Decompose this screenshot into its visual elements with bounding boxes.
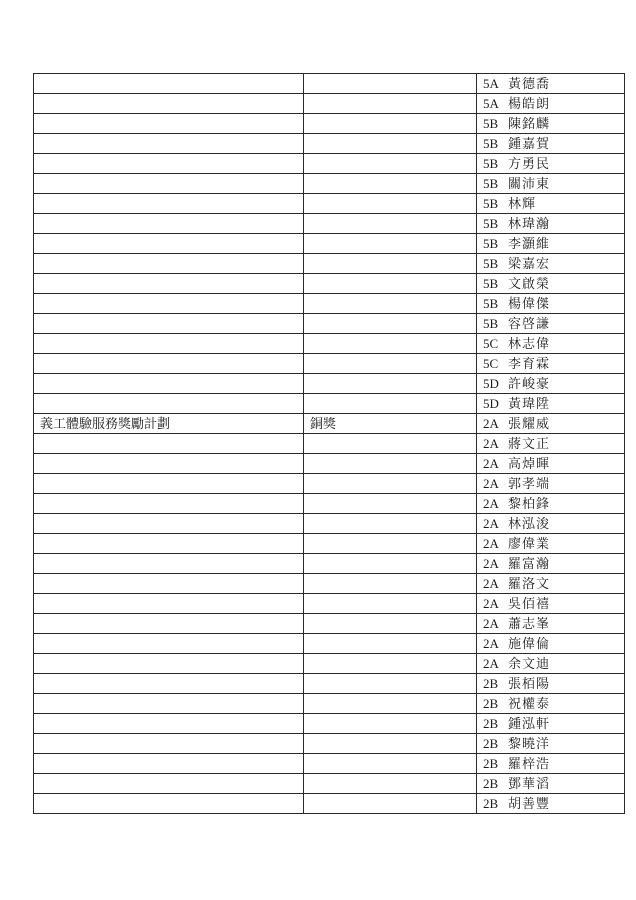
student-class-code: 2B xyxy=(483,716,499,731)
activity-cell: 義工體驗服務獎勵計劃 xyxy=(34,414,304,434)
student-cell xyxy=(477,294,625,314)
student-name: 高焯暉 xyxy=(508,456,551,471)
student-cell xyxy=(477,654,625,674)
award-cell xyxy=(304,554,477,574)
student-name: 余文迪 xyxy=(508,656,551,671)
award-cell xyxy=(304,454,477,474)
student-class-code: 2A xyxy=(483,536,499,551)
table-row xyxy=(34,194,625,214)
award-cell xyxy=(304,214,477,234)
student-cell xyxy=(477,334,625,354)
table-row xyxy=(34,634,625,654)
activity-cell xyxy=(34,794,304,814)
activity-cell xyxy=(34,454,304,474)
student-name: 黎曉洋 xyxy=(508,736,551,751)
student-cell xyxy=(477,354,625,374)
student-class-code: 5B xyxy=(483,296,499,311)
student-cell xyxy=(477,74,625,94)
student-class-code: 2A xyxy=(483,576,499,591)
student-cell xyxy=(477,494,625,514)
award-cell xyxy=(304,234,477,254)
activity-cell xyxy=(34,274,304,294)
student-name: 施偉倫 xyxy=(508,636,551,651)
activity-cell xyxy=(34,574,304,594)
student-class-code: 2B xyxy=(483,776,499,791)
student-name: 黃瑋陞 xyxy=(508,396,551,411)
table-row xyxy=(34,734,625,754)
table-row xyxy=(34,594,625,614)
table-row xyxy=(34,494,625,514)
award-cell xyxy=(304,754,477,774)
student-name: 楊皓朗 xyxy=(508,96,551,111)
award-cell xyxy=(304,374,477,394)
student-class-code: 5B xyxy=(483,276,499,291)
student-cell xyxy=(477,734,625,754)
student-class-code: 2A xyxy=(483,656,499,671)
student-name: 林瑋瀚 xyxy=(508,216,551,231)
table-row xyxy=(34,74,625,94)
award-cell xyxy=(304,334,477,354)
student-cell xyxy=(477,594,625,614)
awards-table-body xyxy=(34,74,625,814)
table-row xyxy=(34,334,625,354)
student-cell xyxy=(477,214,625,234)
student-name: 羅富瀚 xyxy=(508,556,551,571)
table-row xyxy=(34,614,625,634)
student-name: 許峻豪 xyxy=(508,376,551,391)
table-row xyxy=(34,414,625,434)
award-cell xyxy=(304,474,477,494)
student-class-code: 5B xyxy=(483,236,499,251)
award-cell xyxy=(304,114,477,134)
table-row xyxy=(34,674,625,694)
table-row xyxy=(34,654,625,674)
table-row xyxy=(34,534,625,554)
student-class-code: 2B xyxy=(483,676,499,691)
student-cell xyxy=(477,94,625,114)
student-name: 胡善豐 xyxy=(508,796,551,811)
award-cell xyxy=(304,134,477,154)
student-class-code: 2B xyxy=(483,696,499,711)
award-cell xyxy=(304,354,477,374)
student-cell xyxy=(477,154,625,174)
award-cell xyxy=(304,194,477,214)
activity-cell xyxy=(34,354,304,374)
activity-cell xyxy=(34,714,304,734)
student-cell xyxy=(477,574,625,594)
student-cell xyxy=(477,514,625,534)
student-name: 羅梓浩 xyxy=(508,756,551,771)
table-row xyxy=(34,474,625,494)
table-row xyxy=(34,374,625,394)
student-name: 廖偉業 xyxy=(508,536,551,551)
award-cell xyxy=(304,314,477,334)
table-row xyxy=(34,154,625,174)
student-name: 羅洛文 xyxy=(508,576,551,591)
student-name: 方勇民 xyxy=(508,156,551,171)
activity-cell xyxy=(34,254,304,274)
activity-cell xyxy=(34,694,304,714)
student-cell xyxy=(477,174,625,194)
activity-cell xyxy=(34,554,304,574)
student-cell xyxy=(477,234,625,254)
student-name: 蔣文正 xyxy=(508,436,551,451)
student-name: 梁嘉宏 xyxy=(508,256,551,271)
student-name: 郭孝端 xyxy=(508,476,551,491)
student-name: 李灝維 xyxy=(508,236,551,251)
table-row xyxy=(34,694,625,714)
student-cell xyxy=(477,374,625,394)
table-row xyxy=(34,214,625,234)
table-row xyxy=(34,774,625,794)
table-row xyxy=(34,434,625,454)
student-name: 林志偉 xyxy=(508,336,551,351)
activity-cell xyxy=(34,594,304,614)
student-name: 楊偉傑 xyxy=(508,296,551,311)
activity-cell xyxy=(34,374,304,394)
table-row xyxy=(34,794,625,814)
table-row xyxy=(34,254,625,274)
activity-cell xyxy=(34,394,304,414)
activity-cell xyxy=(34,614,304,634)
table-row xyxy=(34,114,625,134)
student-class-code: 5D xyxy=(483,376,499,391)
table-row xyxy=(34,314,625,334)
student-cell xyxy=(477,714,625,734)
student-name: 張栢陽 xyxy=(508,676,551,691)
award-cell xyxy=(304,574,477,594)
activity-cell xyxy=(34,774,304,794)
student-class-code: 2B xyxy=(483,756,499,771)
award-cell xyxy=(304,734,477,754)
activity-cell xyxy=(34,234,304,254)
award-cell xyxy=(304,534,477,554)
student-class-code: 2A xyxy=(483,636,499,651)
activity-cell xyxy=(34,534,304,554)
activity-cell xyxy=(34,734,304,754)
table-row xyxy=(34,274,625,294)
award-cell xyxy=(304,514,477,534)
student-class-code: 2A xyxy=(483,456,499,471)
student-cell xyxy=(477,474,625,494)
student-class-code: 2A xyxy=(483,516,499,531)
student-cell xyxy=(477,134,625,154)
award-cell xyxy=(304,674,477,694)
award-cell xyxy=(304,634,477,654)
activity-cell xyxy=(34,94,304,114)
student-name: 祝權泰 xyxy=(508,696,551,711)
table-row xyxy=(34,134,625,154)
student-class-code: 5B xyxy=(483,216,499,231)
award-cell xyxy=(304,694,477,714)
student-class-code: 5D xyxy=(483,396,499,411)
student-name: 鄧華滔 xyxy=(508,776,551,791)
table-row xyxy=(34,174,625,194)
table-row xyxy=(34,554,625,574)
award-cell: 銅獎 xyxy=(304,414,477,434)
activity-cell xyxy=(34,754,304,774)
table-row xyxy=(34,394,625,414)
activity-cell xyxy=(34,314,304,334)
award-cell xyxy=(304,494,477,514)
award-cell xyxy=(304,794,477,814)
table-row xyxy=(34,94,625,114)
student-class-code: 5A xyxy=(483,96,499,111)
student-name: 陳銘麟 xyxy=(508,116,551,131)
activity-cell xyxy=(34,74,304,94)
activity-cell xyxy=(34,674,304,694)
student-class-code: 2B xyxy=(483,796,499,811)
student-cell xyxy=(477,114,625,134)
activity-cell xyxy=(34,174,304,194)
student-name: 吳佰禧 xyxy=(508,596,551,611)
student-name: 鍾嘉賀 xyxy=(508,136,551,151)
student-cell xyxy=(477,694,625,714)
student-cell xyxy=(477,534,625,554)
student-cell xyxy=(477,394,625,414)
activity-cell xyxy=(34,114,304,134)
student-name: 黎柏鋒 xyxy=(508,496,551,511)
student-cell xyxy=(477,414,625,434)
student-class-code: 2A xyxy=(483,556,499,571)
student-name: 林輝 xyxy=(508,196,537,211)
award-cell xyxy=(304,174,477,194)
activity-cell xyxy=(34,514,304,534)
activity-cell xyxy=(34,654,304,674)
student-class-code: 5C xyxy=(483,336,499,351)
table-row xyxy=(34,574,625,594)
award-cell xyxy=(304,94,477,114)
activity-cell xyxy=(34,154,304,174)
activity-cell xyxy=(34,474,304,494)
activity-cell xyxy=(34,134,304,154)
student-class-code: 2A xyxy=(483,596,499,611)
student-name: 林泓浚 xyxy=(508,516,551,531)
student-name: 容啓謙 xyxy=(508,316,551,331)
student-cell xyxy=(477,254,625,274)
award-cell xyxy=(304,74,477,94)
award-cell xyxy=(304,154,477,174)
award-cell xyxy=(304,254,477,274)
student-class-code: 5B xyxy=(483,316,499,331)
activity-cell xyxy=(34,434,304,454)
activity-cell xyxy=(34,634,304,654)
student-name: 李育霖 xyxy=(508,356,551,371)
student-cell xyxy=(477,314,625,334)
student-class-code: 5B xyxy=(483,176,499,191)
student-cell xyxy=(477,794,625,814)
student-cell xyxy=(477,454,625,474)
student-class-code: 2A xyxy=(483,496,499,511)
student-name: 張耀威 xyxy=(508,416,551,431)
student-name: 蕭志峯 xyxy=(508,616,551,631)
student-class-code: 5B xyxy=(483,256,499,271)
award-cell xyxy=(304,294,477,314)
table-row xyxy=(34,714,625,734)
student-name: 文啟榮 xyxy=(508,276,551,291)
table-row xyxy=(34,514,625,534)
student-class-code: 2A xyxy=(483,476,499,491)
activity-cell xyxy=(34,214,304,234)
student-class-code: 5C xyxy=(483,356,499,371)
student-class-code: 5B xyxy=(483,196,499,211)
student-class-code: 2B xyxy=(483,736,499,751)
student-cell xyxy=(477,554,625,574)
student-cell xyxy=(477,434,625,454)
table-row xyxy=(34,454,625,474)
award-cell xyxy=(304,654,477,674)
student-name: 關沛東 xyxy=(508,176,551,191)
award-cell xyxy=(304,774,477,794)
activity-cell xyxy=(34,494,304,514)
award-cell xyxy=(304,614,477,634)
student-class-code: 5B xyxy=(483,136,499,151)
table-row xyxy=(34,234,625,254)
student-class-code: 2A xyxy=(483,416,499,431)
student-cell xyxy=(477,274,625,294)
student-cell xyxy=(477,774,625,794)
student-class-code: 5B xyxy=(483,116,499,131)
activity-cell xyxy=(34,294,304,314)
student-name: 鍾泓軒 xyxy=(508,716,551,731)
award-cell xyxy=(304,714,477,734)
student-cell xyxy=(477,634,625,654)
table-row xyxy=(34,754,625,774)
student-class-code: 5B xyxy=(483,156,499,171)
student-name: 黃德喬 xyxy=(508,76,551,91)
student-class-code: 2A xyxy=(483,616,499,631)
student-class-code: 5A xyxy=(483,76,499,91)
awards-table xyxy=(33,73,625,814)
student-cell xyxy=(477,674,625,694)
activity-cell xyxy=(34,334,304,354)
activity-cell xyxy=(34,194,304,214)
student-cell xyxy=(477,614,625,634)
student-cell xyxy=(477,754,625,774)
award-cell xyxy=(304,274,477,294)
award-cell xyxy=(304,434,477,454)
table-row xyxy=(34,294,625,314)
award-cell xyxy=(304,594,477,614)
award-cell xyxy=(304,394,477,414)
student-cell xyxy=(477,194,625,214)
student-class-code: 2A xyxy=(483,436,499,451)
table-row xyxy=(34,354,625,374)
